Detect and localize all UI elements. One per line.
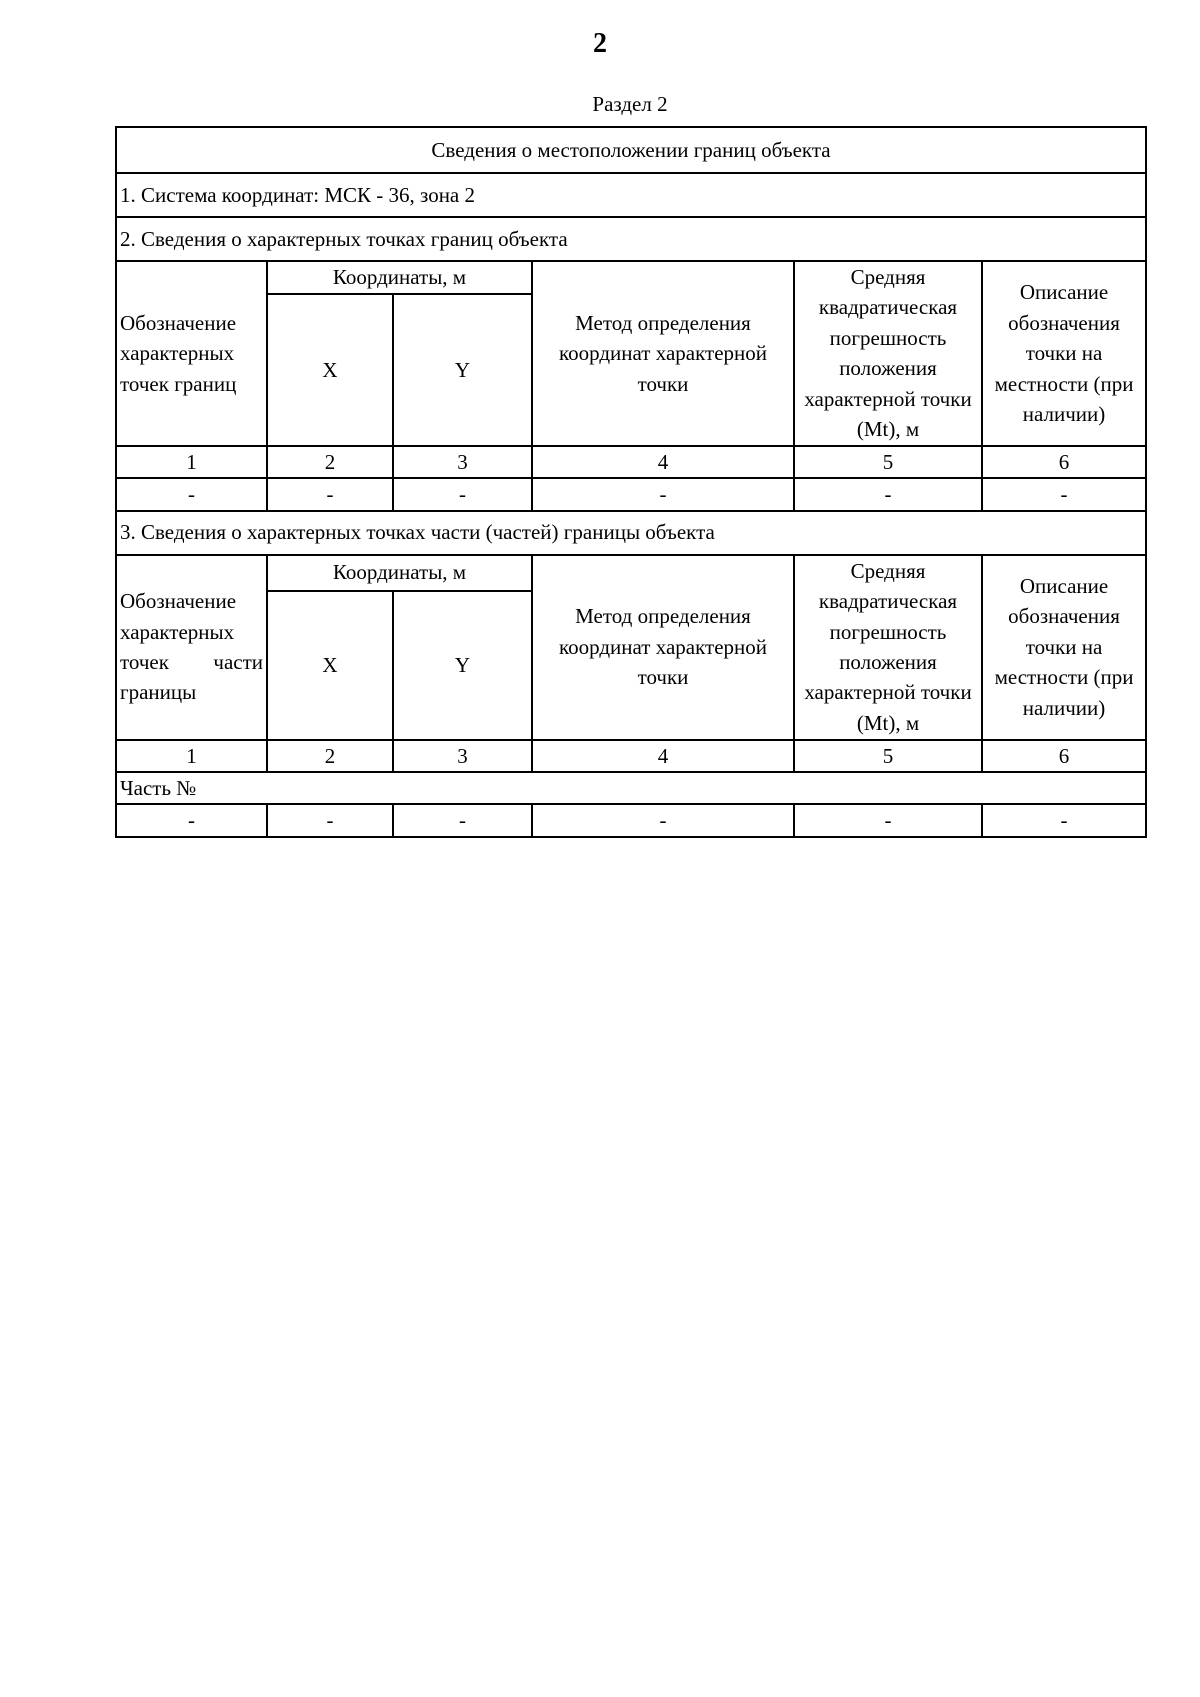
section3-heading: 3. Сведения о характерных точках части (частей) границы объекта [116,511,1146,555]
section2-cell-4: - [532,478,794,510]
section3-number-row [116,740,1146,772]
section2-data-row [116,478,1146,510]
section-label: Раздел 2 [592,92,668,116]
section2-cell-3: - [393,478,532,510]
coordinate-system: 1. Система координат: МСК - 36, зона 2 [116,173,1146,217]
section2-col-method: Метод определения координат характерной точки [532,261,794,446]
section3-number-3: 3 [393,740,532,772]
section3-number-5: 5 [794,740,982,772]
section3-number-4: 4 [532,740,794,772]
section2-col-x: X [267,294,393,445]
section2-number-1: 1 [116,446,267,478]
section2-number-6: 6 [982,446,1146,478]
section2-col-description: Описание обозначения точки на местности (при наличии) [982,261,1146,446]
section3-data-row [116,804,1146,836]
section2-col-coords: Координаты, м [267,261,532,294]
section2-heading: 2. Сведения о характерных точках границ объекта [116,217,1146,261]
section2-cell-1: - [116,478,267,510]
section3-number-2: 2 [267,740,393,772]
section2-number-4: 4 [532,446,794,478]
page-number: 2 [593,28,607,59]
section3-col-description: Описание обозначения точки на местности (при наличии) [982,555,1146,740]
section3-col-y: Y [393,591,532,740]
section3-col-method: Метод определения координат характерной точки [532,555,794,740]
section3-col-designation: Обозначение характерных точек части границы [116,555,267,740]
section3-col-x: X [267,591,393,740]
section2-cell-5: - [794,478,982,510]
section2-col-y: Y [393,294,532,445]
section3-cell-6: - [982,804,1146,836]
section3-cell-1: - [116,804,267,836]
table-title: Сведения о местоположении границ объекта [116,127,1146,173]
section2-cell-2: - [267,478,393,510]
section3-number-1: 1 [116,740,267,772]
section3-col-error: Средняя квадратическая погрешность положения характерной точки (Mt), м [794,555,982,740]
section2-number-row [116,446,1146,478]
section3-cell-5: - [794,804,982,836]
section2-number-3: 3 [393,446,532,478]
section3-cell-4: - [532,804,794,836]
section3-col-coords: Координаты, м [267,555,532,591]
section3-cell-2: - [267,804,393,836]
section3-part-label: Часть № [116,772,1146,804]
section2-cell-6: - [982,478,1146,510]
section2-col-designation: Обозначение характерных точек границ [116,261,267,446]
section3-number-6: 6 [982,740,1146,772]
section2-number-5: 5 [794,446,982,478]
section2-col-error: Средняя квадратическая погрешность положения характерной точки (Mt), м [794,261,982,446]
section3-cell-3: - [393,804,532,836]
boundary-table [115,126,1147,838]
section2-number-2: 2 [267,446,393,478]
